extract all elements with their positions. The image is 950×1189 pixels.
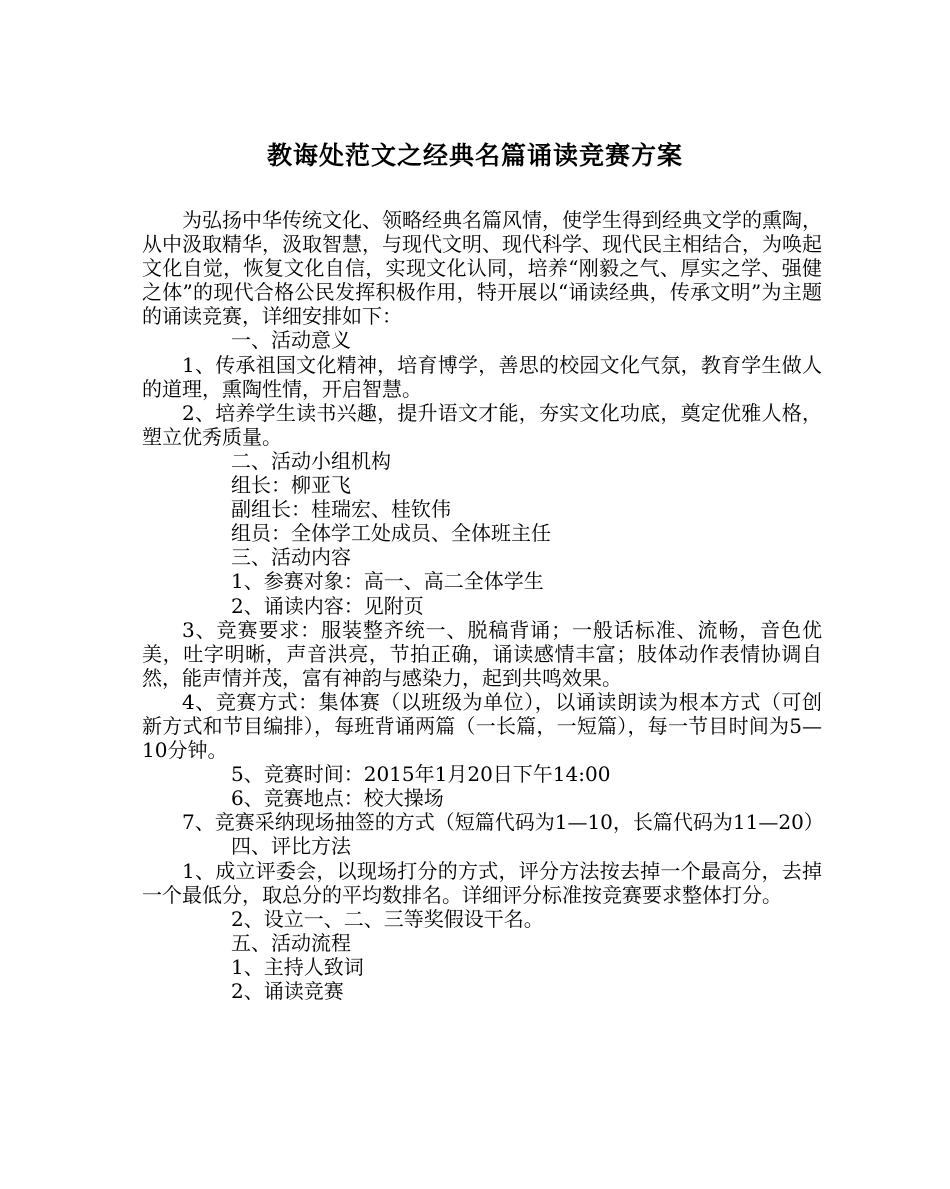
- content-format: 4、竞赛方式：集体赛（以班级为单位），以诵读朗读为根本方式（可创新方式和节目编排），每班背诵两篇（一长篇，一短篇），每一节目时间为5—10分钟。: [142, 689, 822, 763]
- document-body: [142, 208, 822, 1003]
- content-time: 5、竞赛时间：2015年1月20日下午14:00: [231, 762, 611, 787]
- section-heading-significance: 一、活动意义: [231, 328, 351, 353]
- content-requirements: 3、竞赛要求：服装整齐统一、脱稿背诵；一般话标准、流畅，音色优美，吐字明晰，声音洪亮，节拍正确，诵读感情丰富；肢体动作表情协调自然，能声情并茂，富有神韵与感染力，起到共鸣效果。: [142, 617, 822, 690]
- evaluation-item-1: 1、成立评委会，以现场打分的方式，评分方法按去掉一个最高分，去掉一个最低分，取总分的平均数排名。详细评分标准按竞赛要求整体打分。: [142, 858, 822, 907]
- procedure-item-2: 2、诵读竞赛: [231, 979, 344, 1003]
- section-heading-organization: 二、活动小组机构: [231, 448, 391, 473]
- significance-item-1: 1、传承祖国文化精神，培育博学，善思的校园文化气氛，教育学生做人的道理，熏陶性情，开启智慧。: [142, 352, 822, 401]
- content-location: 6、竞赛地点：校大操场: [231, 786, 444, 811]
- section-heading-procedure: 五、活动流程: [231, 930, 351, 955]
- organization-deputy-leader: 副组长：桂瑞宏、桂钦伟: [231, 497, 451, 522]
- content-participants: 1、参赛对象：高一、高二全体学生: [231, 569, 544, 594]
- procedure-item-1: 1、主持人致词: [231, 954, 364, 979]
- significance-item-2: 2、培养学生读书兴趣，提升语文才能，夯实文化功底，奠定优雅人格，塑立优秀质量。: [142, 400, 822, 449]
- section-heading-evaluation: 四、评比方法: [231, 834, 351, 859]
- content-draw-method: 7、竞赛采纳现场抽签的方式（短篇代码为1—10，长篇代码为11—20）: [182, 810, 824, 835]
- content-recitation-material: 2、诵读内容：见附页: [231, 593, 424, 618]
- organization-leader: 组长：柳亚飞: [231, 473, 351, 498]
- section-heading-content: 三、活动内容: [231, 545, 351, 570]
- organization-members: 组员：全体学工处成员、全体班主任: [231, 521, 551, 546]
- intro-paragraph: 为弘扬中华传统文化、领略经典名篇风情，使学生得到经典文学的熏陶，从中汲取精华，汲取智慧，与现代文明、现代科学、现代民主相结合，为唤起文化自觉，恢复文化自信，实现文化认同，培养“刚毅之气、厚实之学、强健之体”的现代合格公民发挥积极作用，特开展以“诵读经典，传承文明”为主题的诵读竞赛，详细安排如下：: [142, 208, 822, 329]
- document-title: 教诲处范文之经典名篇诵读竞赛方案: [266, 141, 683, 170]
- evaluation-item-2: 2、设立一、二、三等奖假设干名。: [231, 906, 544, 931]
